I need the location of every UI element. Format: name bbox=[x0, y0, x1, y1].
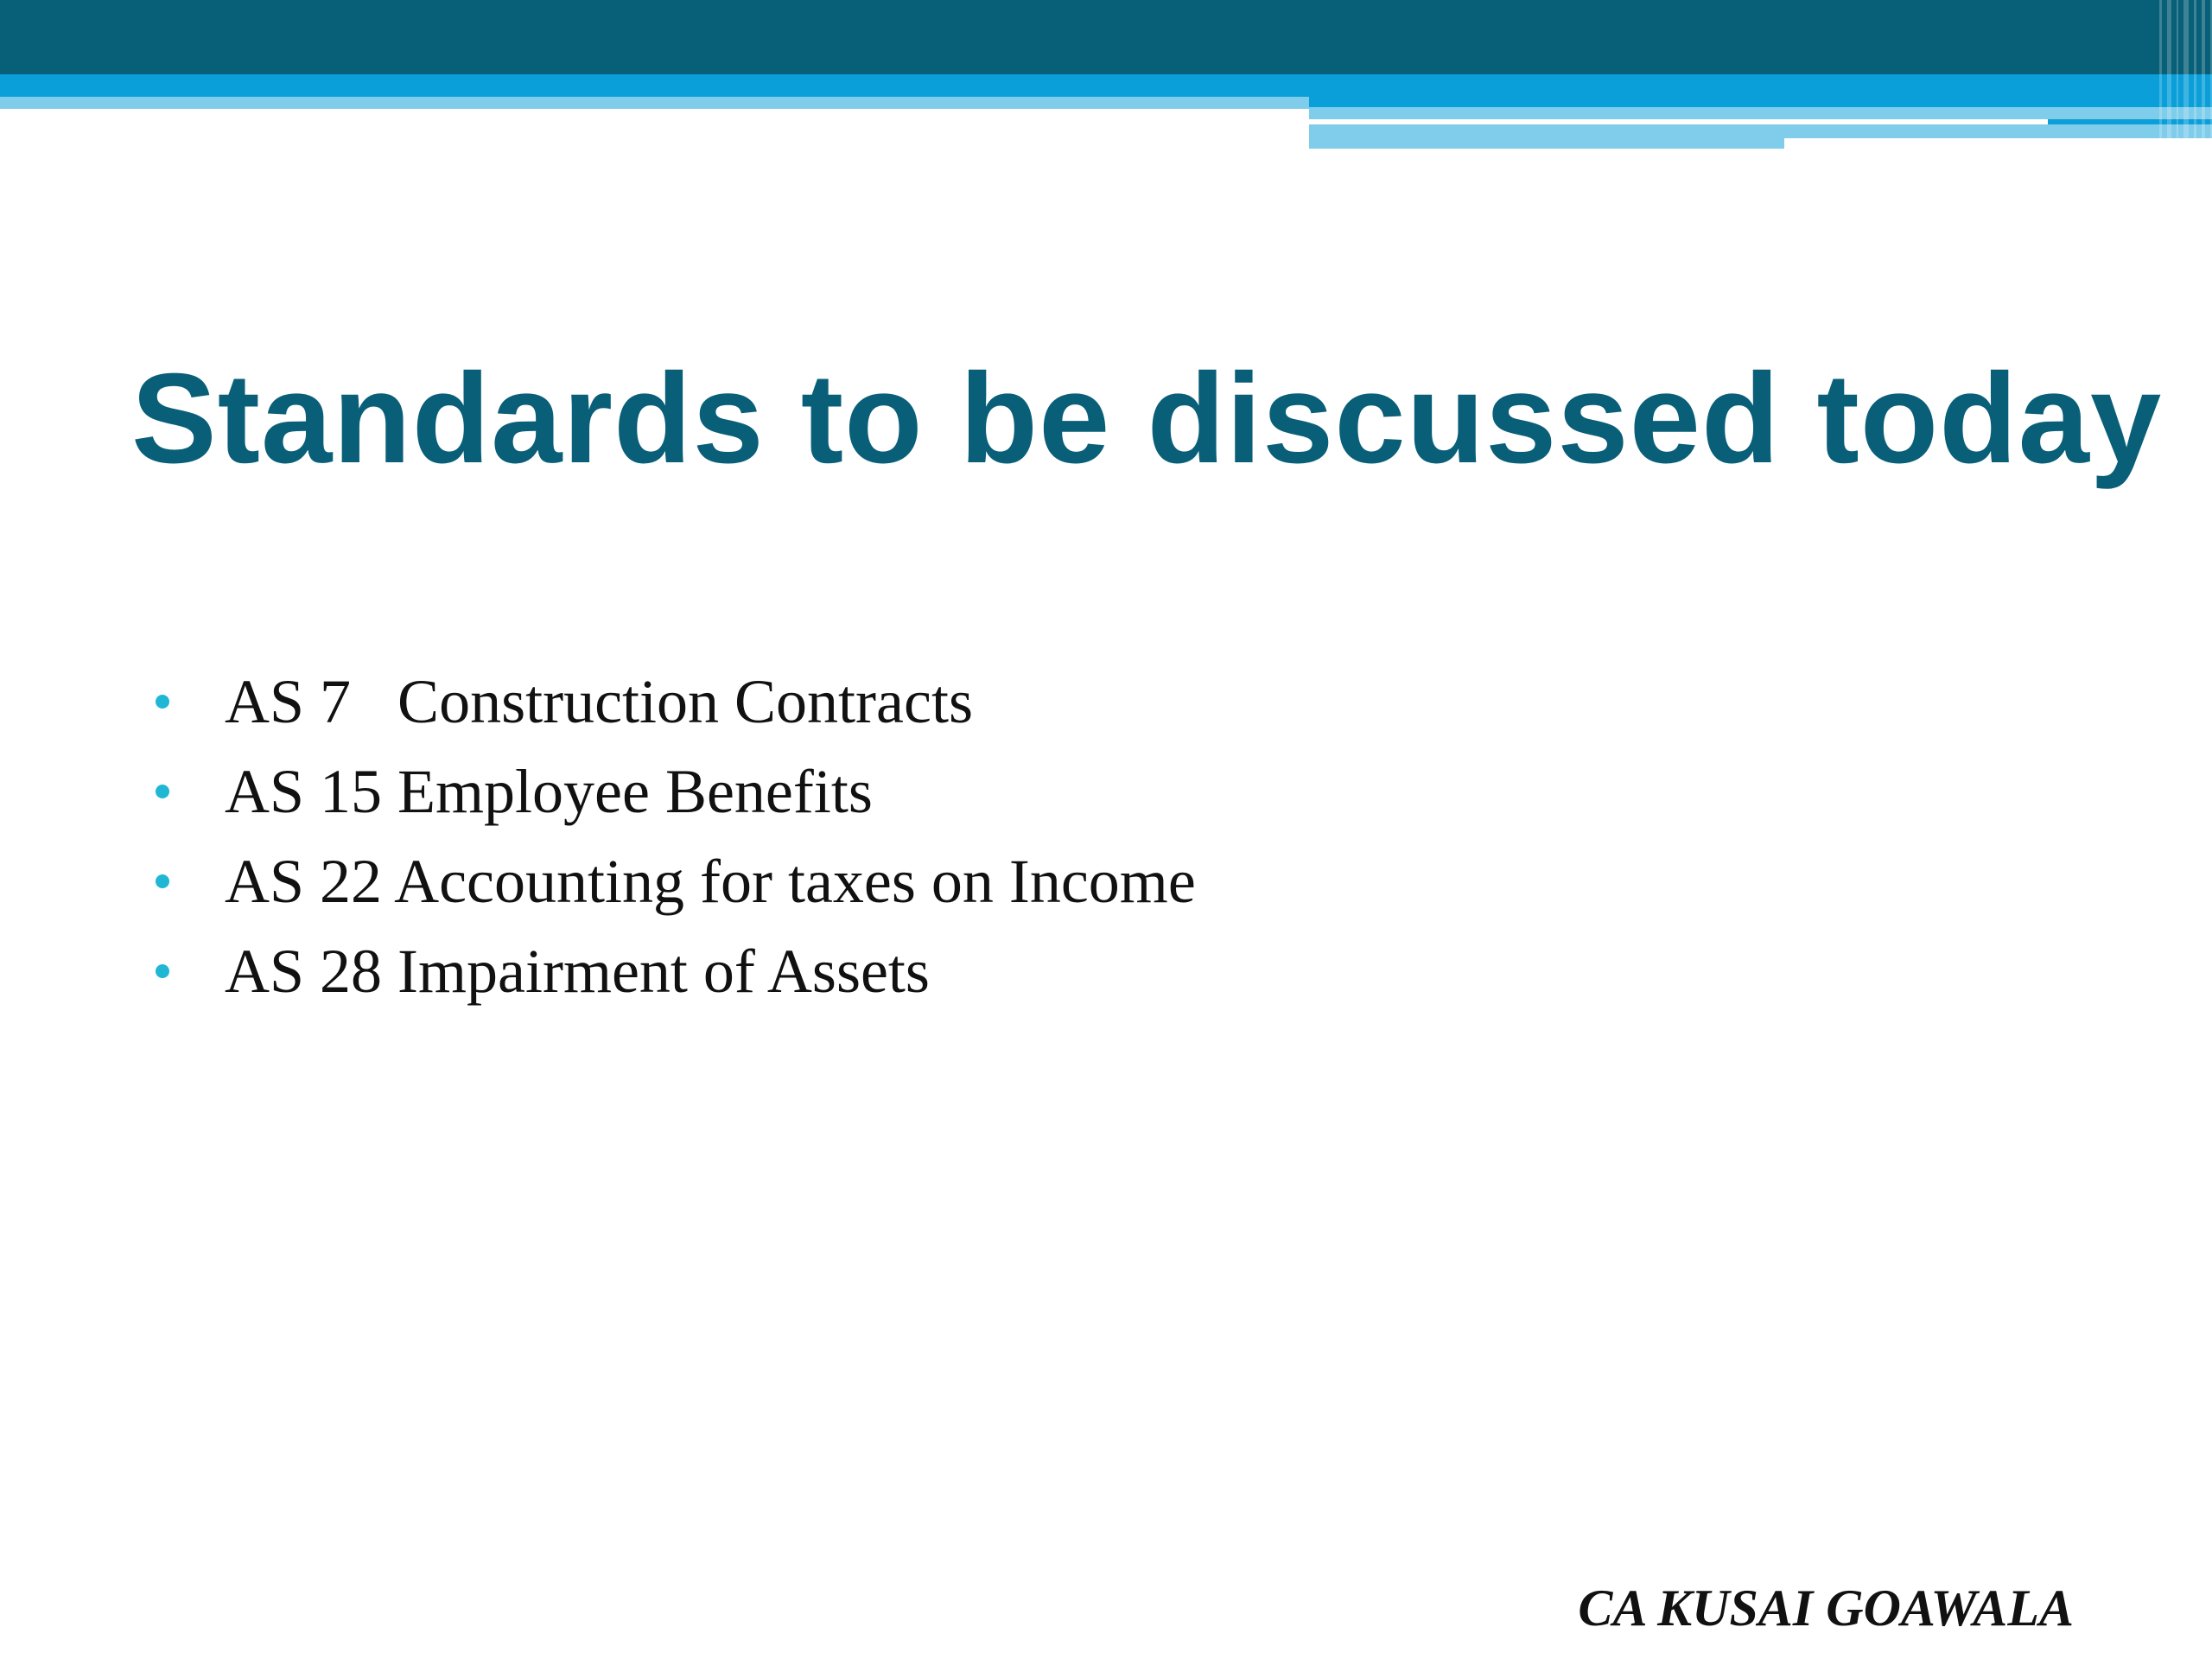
bullet-text: AS 28 Impairment of Assets bbox=[225, 936, 930, 1006]
header-band-dark bbox=[0, 0, 2212, 74]
presenter-name: CA KUSAI GOAWALA bbox=[1578, 1580, 2074, 1637]
bullet-item bbox=[156, 657, 1196, 747]
bullet-item bbox=[156, 747, 1196, 836]
header-band-light bbox=[0, 97, 1309, 109]
bullet-item bbox=[156, 926, 1196, 1016]
bullet-text: AS 7 Construction Contracts bbox=[225, 666, 973, 736]
slide-title: Standards to be discussed today bbox=[131, 347, 2163, 490]
bullet-item bbox=[156, 836, 1196, 926]
bullet-dot-icon bbox=[156, 695, 169, 709]
bullet-text: AS 15 Employee Benefits bbox=[225, 756, 873, 826]
bullet-dot-icon bbox=[156, 964, 169, 978]
header-edge-texture bbox=[2143, 0, 2212, 149]
bullet-text: AS 22 Accounting for taxes on Income bbox=[225, 846, 1196, 916]
bullet-list bbox=[156, 657, 1196, 1016]
bullet-dot-icon bbox=[156, 874, 169, 888]
header-band-mid bbox=[0, 74, 2212, 97]
header-band-right-stripe bbox=[1309, 107, 2212, 119]
bullet-dot-icon bbox=[156, 785, 169, 798]
